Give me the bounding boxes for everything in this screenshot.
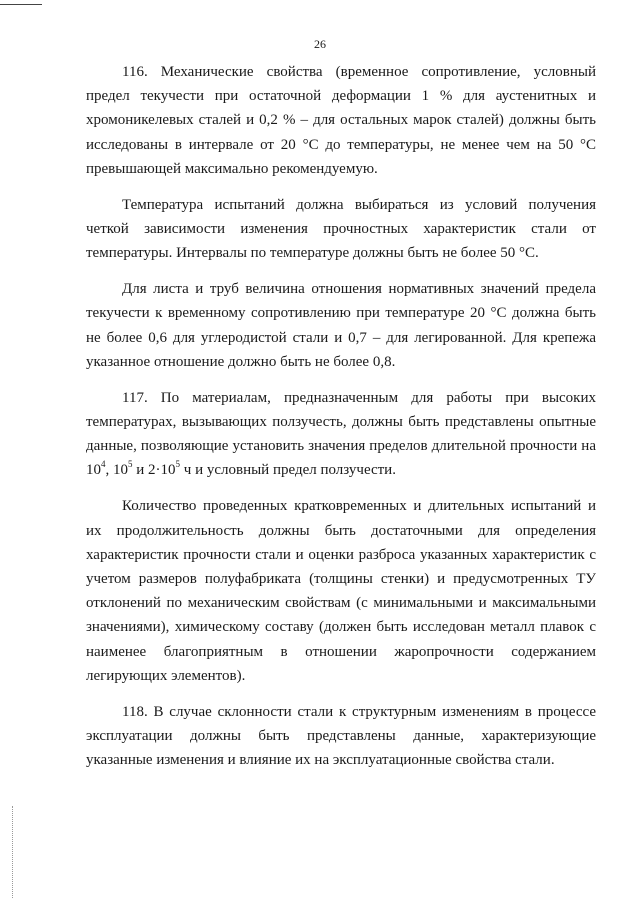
document-body bbox=[86, 60, 596, 784]
top-edge-rule bbox=[0, 4, 42, 5]
paragraph-test-count: Количество проведенных кратковременных и длительных испытаний и их продолжительность должны быть достаточными для определения характеристик прочности стали и оценки разброса указанных характеристик с учетом размеров полуфабриката (толщины стенки) и предусмотренных ТУ отклонений по механическим свойствам (с минимальными и максимальными значениями), химическому составу (должен быть исследован металл плавок с наименее благоприятным в отношении жаропрочности содержанием легирующих элементов). bbox=[86, 498, 596, 684]
power-ten-four: $10^4$ bbox=[86, 459, 106, 479]
paragraph-117: 117. По материалам, предназначенным для работы при высоких температурах, вызывающих ползучесть, должны быть представлены опытные данные, позволяющие установить значения пределов длительной прочности на $10^4$, $10^5$ и $2\cdot 10^5$ ч и условный предел ползучести. bbox=[86, 389, 596, 479]
paragraph-test-temperature: Температура испытаний должна выбираться из условий получения четкой зависимости изменения прочностных характеристик стали от температуры. Интервалы по температуре должны быть не более 50 °С. bbox=[86, 196, 596, 262]
paragraph-116: 116. Механические свойства (временное сопротивление, условный предел текучести при остаточной деформации 1 % для аустенитных и хромоникелевых сталей и 0,2 % – для остальных марок сталей) должны быть исследованы в интервале от 20 °С до температуры, не менее чем на 50 °С превышающей максимально рекомендуемую. bbox=[86, 64, 596, 177]
power-ten-five: $10^5$ bbox=[113, 459, 133, 479]
paragraph-117-text: 117. По материалам, предназначенным для работы при высоких температурах, вызывающих ползучесть, должны быть представлены опытные данные, позволяющие установить значения пределов длительной прочности на bbox=[86, 389, 596, 455]
scan-edge-mark bbox=[12, 806, 13, 898]
paragraph-yield-ratio: Для листа и труб величина отношения нормативных значений предела текучести к временному сопротивлению при температуре 20 °С должна быть не более 0,6 для углеродистой стали и 0,7 – для легированной. Для крепежа указанное отношение должно быть не более 0,8. bbox=[86, 281, 596, 370]
paragraph-118: 118. В случае склонности стали к структурным изменениям в процессе эксплуатации должны быть представлены данные, характеризующие указанные изменения и влияние их на эксплуатационные свойства стали. bbox=[86, 703, 596, 769]
power-ten-five-doubled: $10^5$ bbox=[160, 459, 181, 479]
page-number: 26 bbox=[314, 37, 326, 51]
